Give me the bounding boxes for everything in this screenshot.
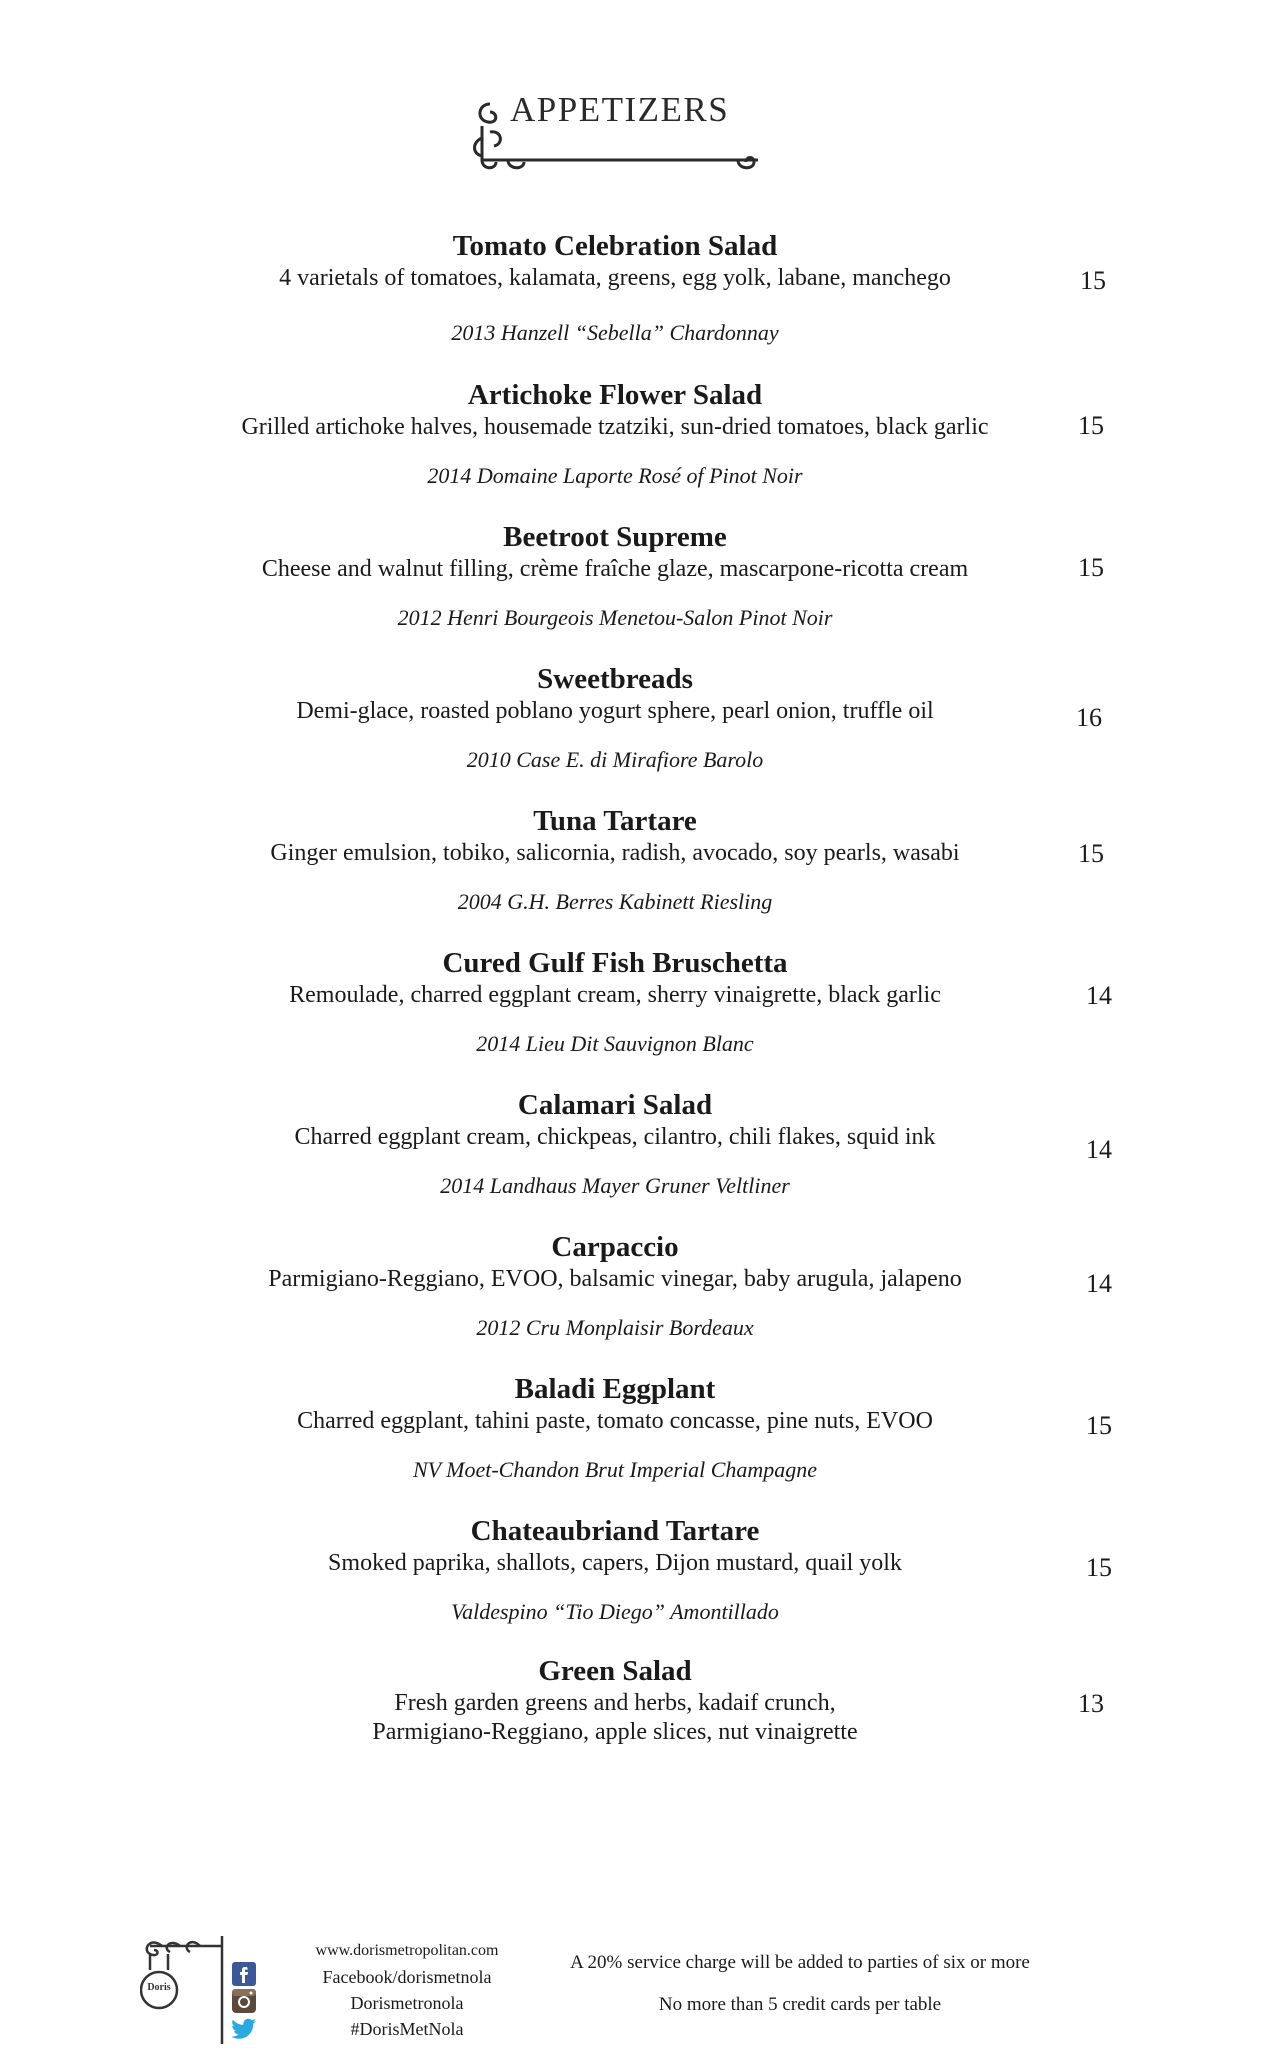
- item-name: Chateaubriand Tartare: [470, 1515, 760, 1547]
- hashtag: #DorisMetNola: [350, 2019, 464, 2039]
- item-description-line: Fresh garden greens and herbs, kadaif crunch,: [394, 1690, 836, 1716]
- item-price: 15: [1078, 553, 1104, 582]
- twitter-icon[interactable]: [231, 2018, 257, 2040]
- item-name: Tuna Tartare: [533, 805, 697, 837]
- instagram-icon[interactable]: [232, 1989, 256, 2013]
- wine-pairing: 2014 Landhaus Mayer Gruner Veltliner: [440, 1173, 790, 1198]
- item-name: Sweetbreads: [537, 663, 693, 695]
- wine-pairing: 2004 G.H. Berres Kabinett Riesling: [457, 889, 773, 914]
- item-price: 15: [1080, 266, 1106, 295]
- item-description: Grilled artichoke halves, housemade tzatziki, sun-dried tomatoes, black garlic: [241, 414, 989, 440]
- item-description: Remoulade, charred eggplant cream, sherry vinaigrette, black garlic: [289, 982, 941, 1008]
- item-name: Carpaccio: [551, 1231, 679, 1263]
- item-name: Green Salad: [538, 1655, 692, 1687]
- item-description: [0, 1689, 1230, 1747]
- item-description: 4 varietals of tomatoes, kalamata, greens, egg yolk, labane, manchego: [279, 265, 951, 291]
- item-price: 15: [1086, 1411, 1112, 1440]
- item-name: Beetroot Supreme: [503, 521, 727, 553]
- footer: [0, 1930, 1268, 2048]
- item-price: 16: [1076, 703, 1102, 732]
- item-description: Charred eggplant, tahini paste, tomato concasse, pine nuts, EVOO: [297, 1408, 933, 1434]
- item-description: Ginger emulsion, tobiko, salicornia, radish, avocado, soy pearls, wasabi: [270, 840, 960, 866]
- item-description: Cheese and walnut filling, crème fraîche glaze, mascarpone-ricotta cream: [261, 556, 969, 582]
- item-name: Cured Gulf Fish Bruschetta: [442, 947, 788, 979]
- item-description: Parmigiano-Reggiano, EVOO, balsamic vinegar, baby arugula, jalapeno: [268, 1266, 962, 1292]
- wine-pairing: 2012 Henri Bourgeois Menetou-Salon Pinot Noir: [397, 605, 833, 630]
- item-description: Demi-glace, roasted poblano yogurt sphere, pearl onion, truffle oil: [296, 698, 934, 724]
- credit-card-notice: No more than 5 credit cards per table: [658, 1994, 942, 2015]
- item-price: 14: [1086, 981, 1112, 1010]
- item-price: 15: [1078, 839, 1104, 868]
- wine-pairing: 2014 Domaine Laporte Rosé of Pinot Noir: [427, 463, 803, 488]
- item-name: Artichoke Flower Salad: [467, 379, 763, 411]
- item-price: 15: [1086, 1553, 1112, 1582]
- section-title: APPETIZERS: [510, 90, 730, 129]
- item-price: 15: [1078, 411, 1104, 440]
- service-charge-notice: A 20% service charge will be added to parties of six or more: [570, 1952, 1030, 1973]
- item-description-line: Parmigiano-Reggiano, apple slices, nut vinaigrette: [372, 1719, 858, 1745]
- wine-pairing: NV Moet-Chandon Brut Imperial Champagne: [412, 1457, 818, 1482]
- item-price: 13: [1078, 1689, 1104, 1718]
- item-description: Smoked paprika, shallots, capers, Dijon mustard, quail yolk: [328, 1550, 902, 1576]
- instagram-handle: Dorismetronola: [350, 1993, 464, 2013]
- wine-pairing: 2012 Cru Monplaisir Bordeaux: [476, 1315, 754, 1340]
- item-name: Baladi Eggplant: [514, 1373, 716, 1405]
- item-price: 14: [1086, 1269, 1112, 1298]
- logo-text: Doris: [147, 1982, 171, 1993]
- facebook-icon[interactable]: [232, 1962, 256, 1986]
- wine-pairing: 2010 Case E. di Mirafiore Barolo: [466, 747, 764, 772]
- facebook-handle: Facebook/dorismetnola: [322, 1967, 492, 1987]
- wine-pairing: 2014 Lieu Dit Sauvignon Blanc: [476, 1031, 754, 1056]
- wine-pairing: Valdespino “Tio Diego” Amontillado: [451, 1599, 779, 1624]
- item-name: Tomato Celebration Salad: [452, 230, 778, 262]
- section-header: [468, 86, 768, 176]
- contact-info: [292, 1938, 522, 2042]
- item-price: 14: [1086, 1135, 1112, 1164]
- wine-pairing: 2013 Hanzell “Sebella” Chardonnay: [451, 320, 779, 345]
- item-name: Calamari Salad: [517, 1089, 713, 1121]
- website-link[interactable]: www.dorismetropolitan.com: [315, 1942, 499, 1959]
- item-description: Charred eggplant cream, chickpeas, cilantro, chili flakes, squid ink: [294, 1124, 936, 1150]
